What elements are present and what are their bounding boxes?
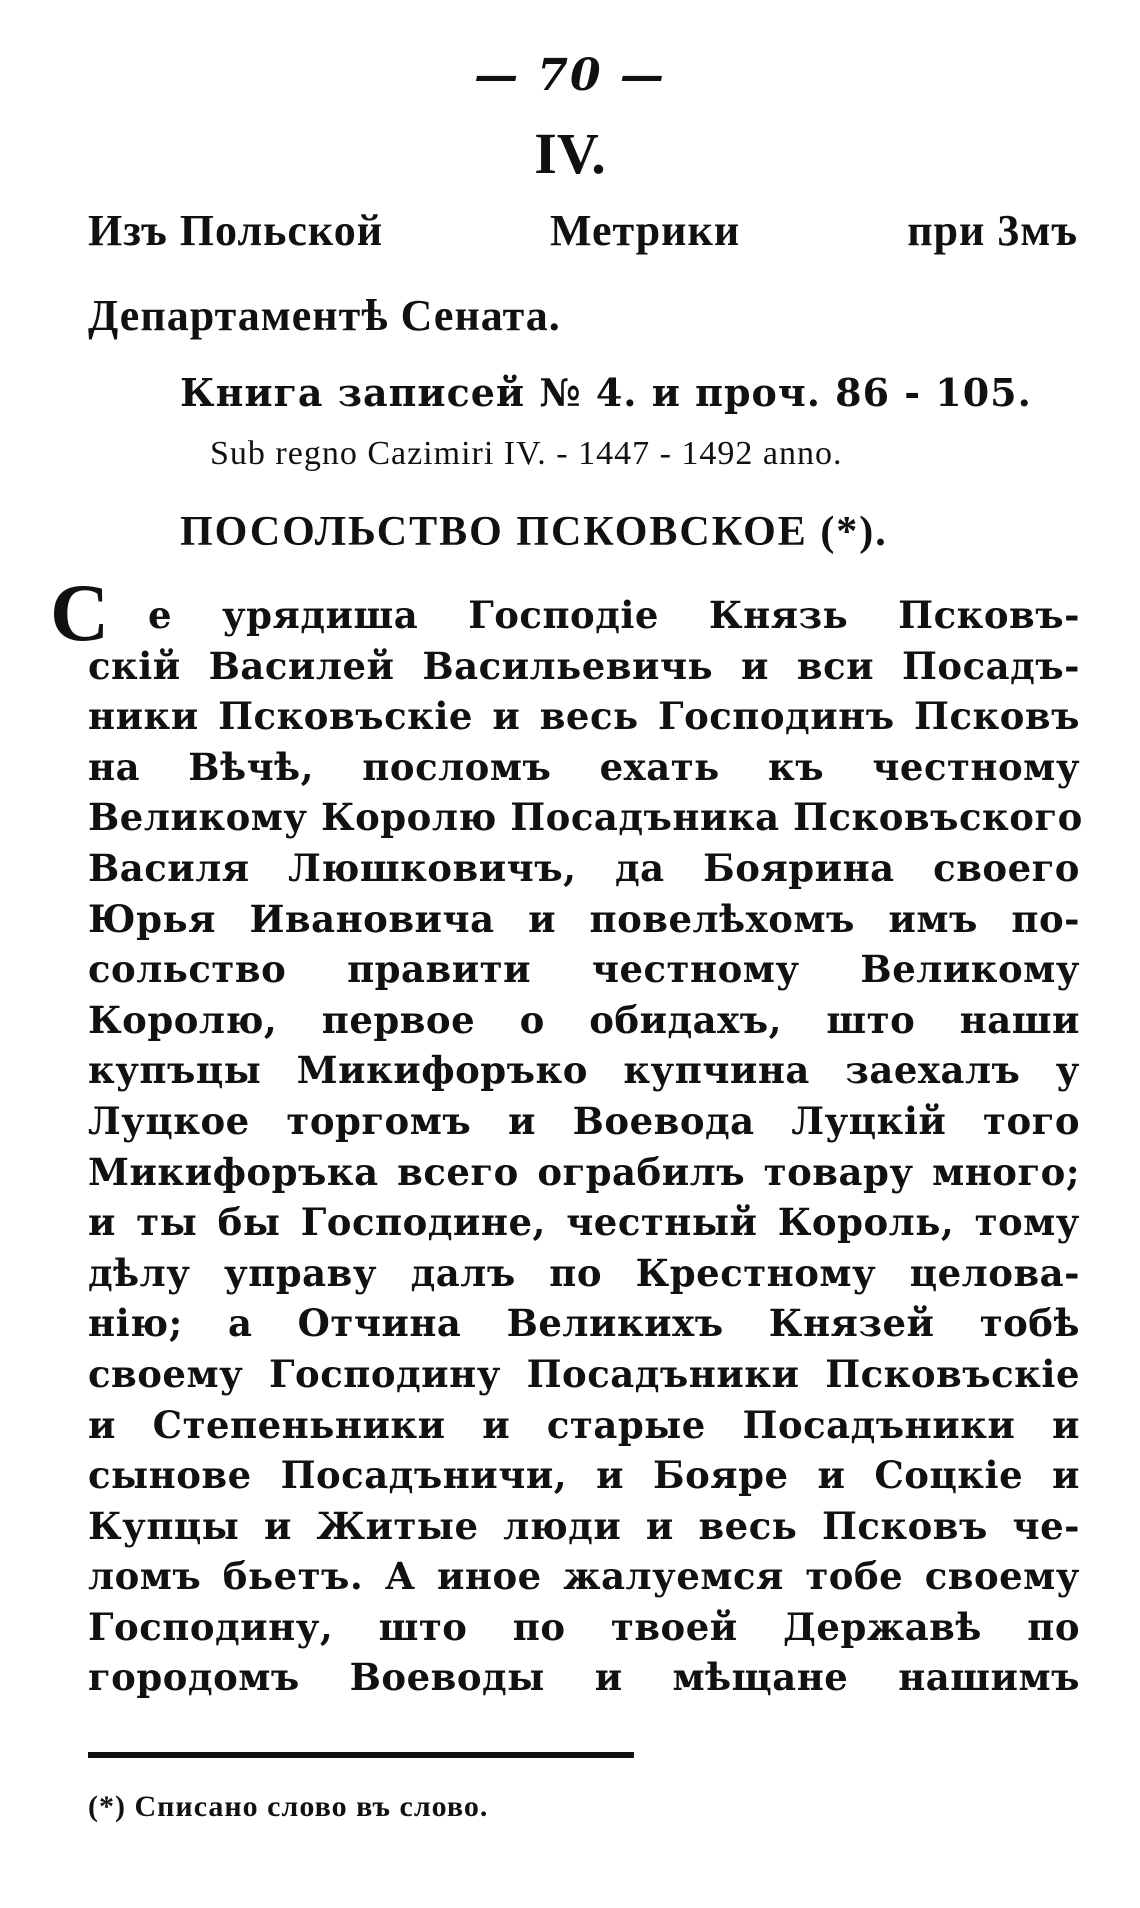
footnote-divider xyxy=(88,1752,634,1758)
body-line: и Степеньники и старые Посадъники и xyxy=(88,1402,1080,1447)
body-line: Василя Люшковичъ, да Боярина своего xyxy=(88,845,1080,890)
body-line: городомъ Воеводы и мѣщане нашимъ xyxy=(88,1655,1080,1700)
body-line: е урядиша Господіе Князь Псковъ- xyxy=(148,593,1080,637)
body-line: Луцкое торгомъ и Воевода Луцкій того xyxy=(88,1098,1080,1143)
body-line: Королю, первое о обидахъ, што наши xyxy=(88,997,1080,1042)
body-line: скій Василей Васильевичь и вси Посадъ- xyxy=(88,643,1080,688)
body-line: Юрья Ивановича и повелѣхомъ имъ по- xyxy=(88,896,1080,941)
drop-cap: С xyxy=(50,567,110,658)
body-line: Великому Королю Посадъника Псковъского xyxy=(88,795,1083,840)
heading-word: Изъ Польской xyxy=(88,206,384,255)
body-line: Купцы и Житые люди и весь Псковъ че- xyxy=(88,1503,1080,1548)
body-line: ники Псковъскіе и весь Господинъ Псковъ xyxy=(88,694,1080,739)
heading-line-2: Департаментѣ Сената. xyxy=(88,291,561,340)
section-number: IV. xyxy=(534,121,606,186)
body-line: своему Господину Посадъники Псковъскіе xyxy=(88,1351,1080,1396)
body-line: сольство правити честному Великому xyxy=(88,947,1080,992)
heading-word: Метрики xyxy=(550,206,741,255)
body-line: сынове Посадъничи, и Бояре и Соцкіе и xyxy=(88,1453,1080,1498)
heading-line-1 xyxy=(88,205,1078,256)
body-line: на Вѣчѣ, посломъ ехать къ честному xyxy=(88,744,1080,789)
footnote: (*) Списано слово въ слово. xyxy=(88,1790,489,1823)
body-line: Микифоръка всего ограбилъ товару много; xyxy=(88,1149,1080,1194)
source-book-line: Книга записей № 4. и проч. 86 - 105. xyxy=(180,370,1032,415)
body-line: ломъ бьетъ. А иное жалуемся тобе своему xyxy=(88,1554,1080,1599)
body-line: дѣлу управу далъ по Крестному целова- xyxy=(88,1250,1080,1295)
body-line: и ты бы Господине, честный Король, тому xyxy=(88,1200,1080,1245)
body-line: нію; а Отчина Великихъ Князей тобѣ xyxy=(88,1301,1080,1346)
body-text xyxy=(88,590,1083,1703)
source-regno-line: Sub regno Cazimiri IV. - 1447 - 1492 anno. xyxy=(210,435,843,472)
page-number: — 70 — xyxy=(474,50,666,101)
embassy-title: ПОСОЛЬСТВО ПСКОВСКОЕ (*). xyxy=(180,509,888,555)
heading-word: при 3мъ xyxy=(907,206,1078,255)
body-line: Господину, што по твоей Державѣ по xyxy=(88,1604,1080,1649)
body-line: купъцы Микифоръко купчина заехалъ у xyxy=(88,1048,1080,1093)
